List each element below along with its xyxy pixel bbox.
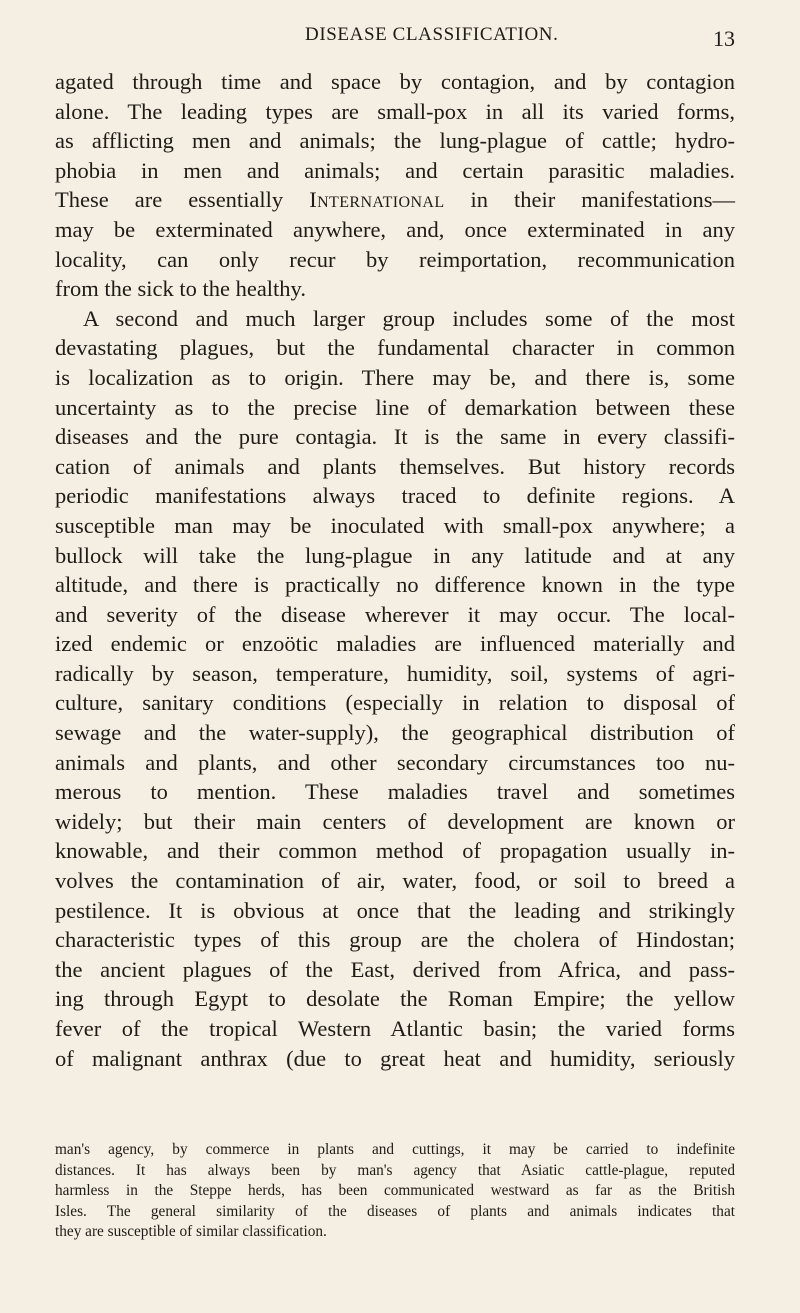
text-line: merous to mention. These maladies travel and sometimes bbox=[55, 779, 735, 805]
text-line: periodic manifestations always traced to definite regions. A bbox=[55, 483, 735, 509]
text-line: animals and plants, and other secondary circumstances too nu- bbox=[55, 749, 735, 775]
footnote-line: harmless in the Steppe herds, has been communicated westward as far as the British bbox=[55, 1182, 735, 1199]
text-line: pestilence. It is obvious at once that the leading and strikingly bbox=[55, 897, 735, 923]
text-line: agated through time and space by contagion, and by contagion bbox=[55, 69, 735, 94]
text-line: locality, can only recur by reimportation, recommunication bbox=[55, 246, 735, 272]
text-line: knowable, and their common method of propagation usually in- bbox=[55, 838, 735, 864]
paragraph-start: A second and much larger group includes some of the most bbox=[83, 305, 735, 331]
text-segment: These are essentially bbox=[55, 187, 310, 213]
text-line: phobia in men and animals; and certain parasitic maladies. bbox=[55, 157, 735, 183]
running-title: DISEASE CLASSIFICATION. bbox=[305, 24, 559, 45]
text-line: culture, sanitary conditions (especially in relation to disposal of bbox=[55, 690, 735, 716]
text-line: ized endemic or enzoötic maladies are influenced materially and bbox=[55, 631, 735, 657]
text-line: uncertainty as to the precise line of demarkation between these bbox=[55, 394, 735, 420]
text-line: alone. The leading types are small-pox in all its varied forms, bbox=[55, 98, 735, 124]
text-segment: in their manifestations— bbox=[444, 187, 735, 213]
footnote-line: Isles. The general similarity of the diseases of plants and animals indicates that bbox=[55, 1202, 735, 1220]
text-line: bullock will take the lung-plague in any latitude and at any bbox=[55, 542, 735, 568]
book-page bbox=[55, 0, 735, 1313]
text-line: cation of animals and plants themselves. But history records bbox=[55, 453, 735, 479]
footnote-line: they are susceptible of similar classification. bbox=[55, 1223, 327, 1240]
page-number: 13 bbox=[713, 26, 735, 51]
text-line: characteristic types of this group are the cholera of Hindostan; bbox=[55, 927, 735, 953]
text-line: widely; but their main centers of development are known or bbox=[55, 808, 735, 834]
text-line: of malignant anthrax (due to great heat and humidity, seriously bbox=[55, 1045, 735, 1071]
text-line: diseases and the pure contagia. It is the same in every classifi- bbox=[55, 424, 735, 450]
text-line: volves the contamination of air, water, food, or soil to breed a bbox=[55, 868, 735, 894]
text-line bbox=[55, 185, 735, 215]
text-line: and severity of the disease wherever it may occur. The local- bbox=[55, 601, 735, 627]
footnote-line: distances. It has always been by man's agency that Asiatic cattle-plague, reputed bbox=[55, 1161, 735, 1179]
text-line: radically by season, temperature, humidity, soil, systems of agri- bbox=[55, 660, 735, 686]
text-line: susceptible man may be inoculated with small-pox anywhere; a bbox=[55, 512, 735, 538]
text-line: is localization as to origin. There may be, and there is, some bbox=[55, 364, 735, 390]
text-line: the ancient plagues of the East, derived from Africa, and pass- bbox=[55, 956, 735, 982]
text-line: from the sick to the healthy. bbox=[55, 276, 306, 302]
text-line: as afflicting men and animals; the lung-plague of cattle; hydro- bbox=[55, 128, 735, 154]
text-line: may be exterminated anywhere, and, once exterminated in any bbox=[55, 216, 735, 242]
text-line: ing through Egypt to desolate the Roman Empire; the yellow bbox=[55, 986, 735, 1012]
text-line: fever of the tropical Western Atlantic basin; the varied forms bbox=[55, 1016, 735, 1041]
text-line: altitude, and there is practically no difference known in the type bbox=[55, 572, 735, 598]
footnote bbox=[55, 1140, 735, 1243]
running-head bbox=[55, 22, 735, 54]
text-line: devastating plagues, but the fundamental character in common bbox=[55, 335, 735, 361]
text-line: sewage and the water-supply), the geographical distribution of bbox=[55, 720, 735, 746]
body-text bbox=[55, 67, 735, 1073]
footnote-line: man's agency, by commerce in plants and cuttings, it may be carried to indefinite bbox=[55, 1141, 735, 1158]
small-caps-term: International bbox=[309, 187, 445, 213]
